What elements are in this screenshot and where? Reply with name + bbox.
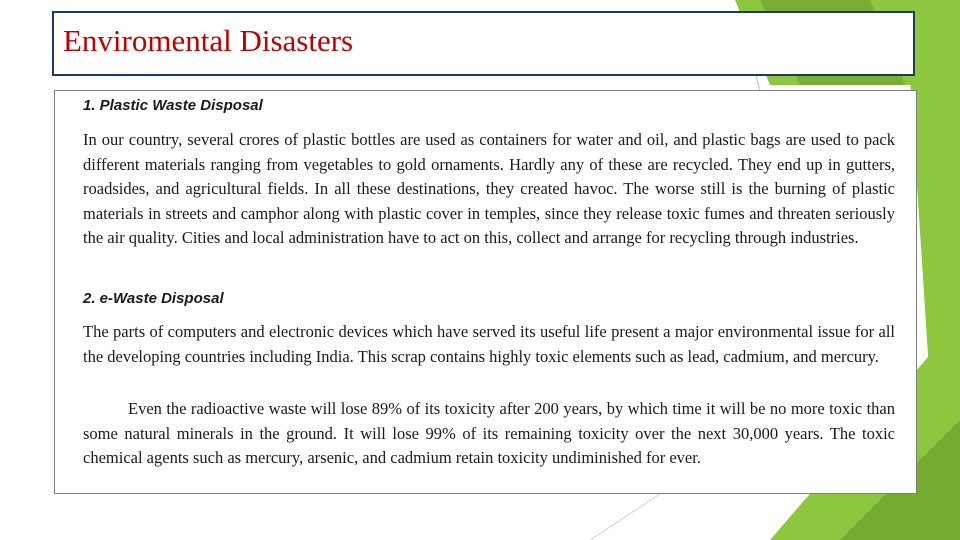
slide-title-box [52,11,915,76]
slide-title: Enviromental Disasters [63,23,354,58]
document-excerpt [54,90,917,494]
paragraph-radioactive-waste: Even the radioactive waste will lose 89% of its toxicity after 200 years, by which time it will be no more toxic than some natural minerals in the ground. It will lose 99% of its remaining toxicity over the next 30,000 years. The toxic chemical agents such as mercury, arsenic, and cadmium retain toxicity undiminished for ever. [83,399,895,467]
section-heading-e-waste: 2. e-Waste Disposal [83,290,224,307]
paragraph-e-waste-intro: The parts of computers and electronic devices which have served its useful life present a major environmental issue for all the developing countries including India. This scrap contains highly toxic elements such as lead, cadmium, and mercury. [83,322,895,366]
paragraph-plastic-waste: In our country, several crores of plastic bottles are used as containers for water and oil, and plastic bags are used to pack different materials ranging from vegetables to gold ornaments. Hardly any of these are recycled. They end up in gutters, roadsides, and agricultural fields. In all these destinations, they created havoc. The worse still is the burning of plastic materials in streets and camphor along with plastic cover in temples, since they release toxic fumes and threaten seriously the air quality. Cities and local administration have to act on this, collect and arrange for recycling through industries. [83,130,895,247]
thin-decorative-line-bottom [590,494,660,540]
section-heading-plastic-waste: 1. Plastic Waste Disposal [83,97,263,114]
